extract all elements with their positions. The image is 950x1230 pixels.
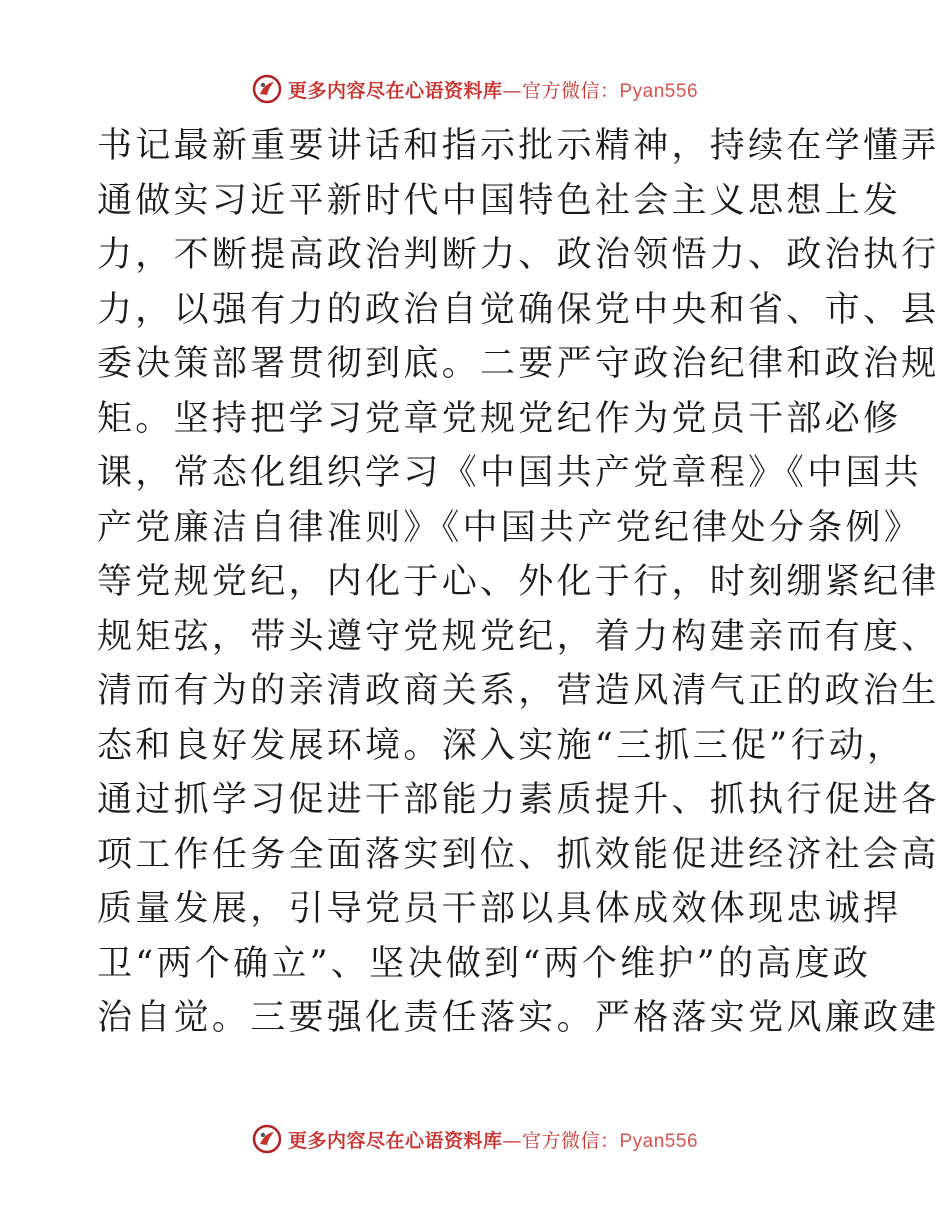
footer-watermark	[0, 1122, 950, 1156]
text-line: 通过抓学习促进干部能力素质提升、抓执行促进各	[97, 780, 940, 820]
text-line: 书记最新重要讲话和指示批示精神，持续在学懂弄	[97, 126, 940, 166]
text-line: 清而有为的亲清政商关系，营造风清气正的政治生	[97, 671, 940, 711]
text-line: 课，常态化组织学习《中国共产党章程》《中国共	[97, 453, 923, 493]
text-line: 力，不断提高政治判断力、政治领悟力、政治执行	[97, 235, 940, 275]
watermark-text	[288, 1126, 698, 1153]
watermark-brand: 更多内容尽在心语资料库	[287, 79, 503, 102]
seal-logo-icon	[252, 1124, 282, 1154]
text-line: 产党廉洁自律准则》《中国共产党纪律处分条例》	[97, 507, 923, 548]
watermark-separator: —	[502, 1129, 522, 1152]
text-line: 委决策部署贯彻到底。二要严守政治纪律和政治规	[97, 344, 940, 384]
text-line: 通做实习近平新时代中国特色社会主义思想上发	[97, 180, 902, 221]
document-body	[97, 119, 940, 1046]
text-line: 项工作任务全面落实到位、抓效能促进经济社会高	[97, 834, 940, 875]
text-line: 治自觉。三要强化责任落实。严格落实党风廉政建	[97, 998, 940, 1038]
watermark-text	[288, 76, 698, 103]
text-line: 质量发展，引导党员干部以具体成效体现忠诚捍	[97, 889, 902, 929]
watermark-contact-label: 官方微信：	[521, 1129, 620, 1152]
text-line: 规矩弦，带头遵守党规党纪，着力构建亲而有度、	[97, 616, 940, 657]
watermark-separator: —	[502, 79, 522, 102]
text-line: 力，以强有力的政治自觉确保党中央和省、市、县	[97, 289, 940, 330]
watermark-contact-id: Pyan556	[619, 80, 699, 102]
watermark-contact-label: 官方微信：	[521, 79, 620, 102]
watermark-brand: 更多内容尽在心语资料库	[287, 1129, 503, 1152]
seal-logo-icon	[252, 74, 282, 104]
text-line: 矩。坚持把学习党章党规党纪作为党员干部必修	[97, 398, 902, 439]
header-watermark	[0, 72, 950, 106]
text-line: 态和良好发展环境。深入实施“三抓三促”行动，	[97, 725, 906, 766]
watermark-contact-id: Pyan556	[619, 1130, 699, 1152]
text-line: 卫“两个确立”、坚决做到“两个维护”的高度政	[97, 943, 872, 984]
text-line: 等党规党纪，内化于心、外化于行，时刻绷紧纪律	[97, 562, 940, 602]
